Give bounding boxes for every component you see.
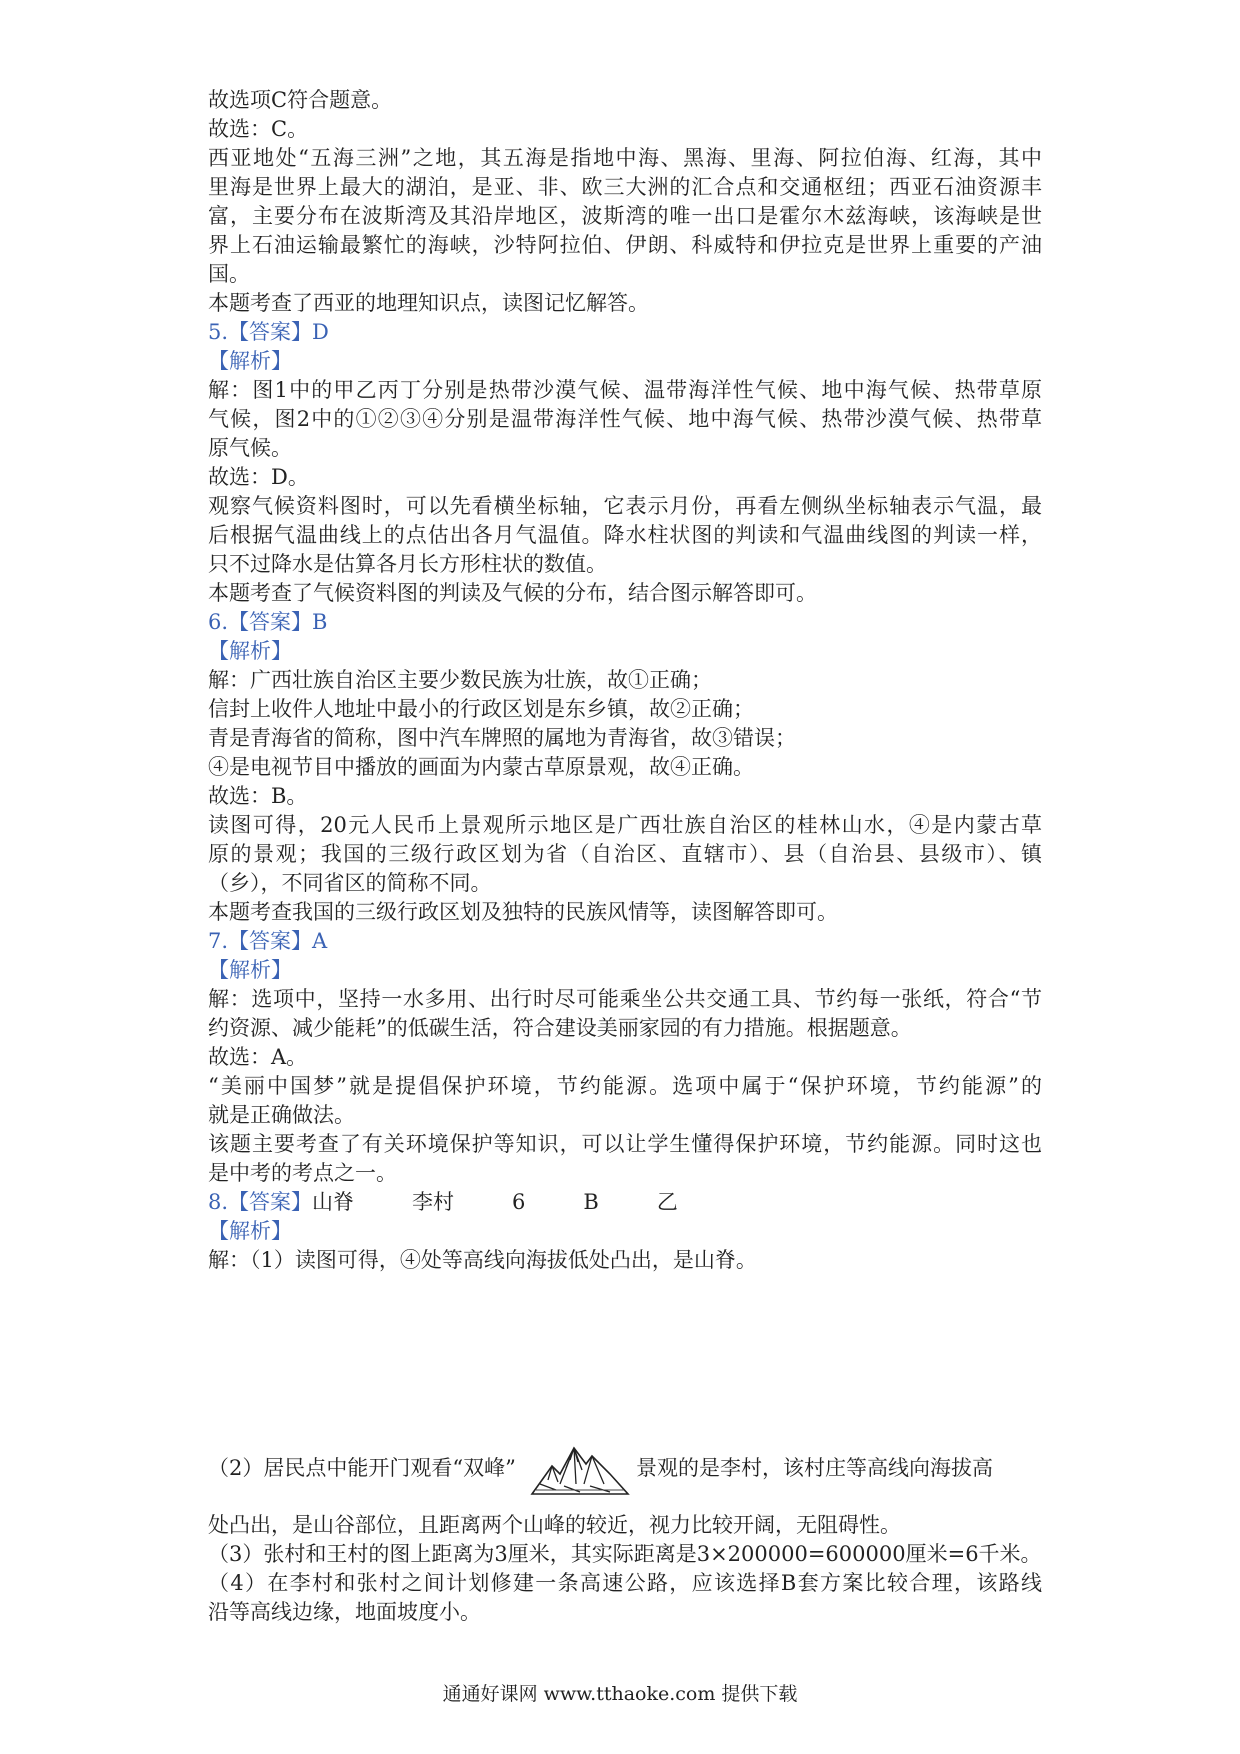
text-line: 约资源、减少能耗”的低碳生活，符合建设美丽家园的有力措施。根据题意。 bbox=[208, 1016, 912, 1040]
answer-item: 山脊 bbox=[312, 1190, 355, 1214]
text-line: 国。 bbox=[208, 262, 250, 286]
text-line: （乡），不同省区的简称不同。 bbox=[208, 871, 492, 895]
answer-heading-q5: 5.【答案】D bbox=[208, 320, 329, 344]
text-line: 解：选项中，坚持一水多用、出行时尽可能乘坐公共交通工具、节约每一张纸，符合“节 bbox=[208, 987, 1042, 1011]
text-line: 界上石油运输最繁忙的海峡，沙特阿拉伯、伊朗、科威特和伊拉克是世界上重要的产油 bbox=[208, 233, 1042, 257]
text-line: 故选：D。 bbox=[208, 465, 309, 489]
text-line: 解：广西壮族自治区主要少数民族为壮族，故①正确； bbox=[208, 668, 712, 692]
text-line: 是中考的考点之一。 bbox=[208, 1161, 397, 1185]
text-line: 观察气候资料图时，可以先看横坐标轴，它表示月份，再看左侧纵坐标轴表示气温，最 bbox=[208, 494, 1042, 518]
text-line: “美丽中国梦”就是提倡保护环境，节约能源。选项中属于“保护环境，节约能源”的 bbox=[208, 1074, 1042, 1098]
text-fragment: （2）居民点中能开门观看“双峰” bbox=[208, 1456, 516, 1480]
text-line: 故选项C符合题意。 bbox=[208, 88, 393, 112]
text-line: 信封上收件人地址中最小的行政区划是东乡镇，故②正确； bbox=[208, 697, 754, 721]
answer-heading-q7: 7.【答案】A bbox=[208, 929, 328, 953]
twin-peaks-mountain-icon bbox=[530, 1440, 630, 1500]
answer-item: 乙 bbox=[656, 1190, 678, 1214]
text-line: 沿等高线边缘，地面坡度小。 bbox=[208, 1600, 481, 1624]
answer-item: 6 bbox=[512, 1190, 526, 1214]
text-line: 西亚地处“五海三洲”之地，其五海是指地中海、黑海、里海、阿拉伯海、红海，其中 bbox=[208, 146, 1042, 170]
answer-row-q8 bbox=[208, 1186, 678, 1218]
text-line: 气候，图2中的①②③④分别是温带海洋性气候、地中海气候、热带沙漠气候、热带草 bbox=[208, 407, 1042, 431]
text-line: 本题考查了西亚的地理知识点，读图记忆解答。 bbox=[208, 291, 649, 315]
text-line: 原的景观；我国的三级行政区划为省（自治区、直辖市）、县（自治县、县级市）、镇 bbox=[208, 842, 1042, 866]
page-footer: 通通好课网 www.tthaoke.com 提供下载 bbox=[442, 1683, 798, 1705]
text-line: 读图可得，20元人民币上景观所示地区是广西壮族自治区的桂林山水，④是内蒙古草 bbox=[208, 813, 1042, 837]
text-line: 故选：A。 bbox=[208, 1045, 308, 1069]
text-line: 里海是世界上最大的湖泊，是亚、非、欧三大洲的汇合点和交通枢纽；西亚石油资源丰 bbox=[208, 175, 1042, 199]
answer-heading-q6: 6.【答案】B bbox=[208, 610, 328, 634]
text-line: 该题主要考查了有关环境保护等知识，可以让学生懂得保护环境，节约能源。同时这也 bbox=[208, 1132, 1042, 1156]
text-line: 就是正确做法。 bbox=[208, 1103, 355, 1127]
text-line: 本题考查了气候资料图的判读及气候的分布，结合图示解答即可。 bbox=[208, 581, 817, 605]
text-line: 处凸出，是山谷部位，且距离两个山峰的较近，视力比较开阔，无阻碍性。 bbox=[208, 1513, 901, 1537]
text-fragment: 景观的是李村，该村庄等高线向海拔高 bbox=[636, 1456, 993, 1480]
analysis-heading-q7: 【解析】 bbox=[208, 958, 292, 982]
text-line: 解：图1中的甲乙丙丁分别是热带沙漠气候、温带海洋性气候、地中海气候、热带草原 bbox=[208, 378, 1042, 402]
text-line: （4）在李村和张村之间计划修建一条高速公路，应该选择B套方案比较合理，该路线 bbox=[208, 1571, 1042, 1595]
text-line: 后根据气温曲线上的点估出各月气温值。降水柱状图的判读和气温曲线图的判读一样， bbox=[208, 523, 1042, 547]
answer-item: 李村 bbox=[412, 1190, 455, 1214]
text-line: （3）张村和王村的图上距离为3厘米，其实际距离是3×200000=600000厘米=6千米。 bbox=[208, 1542, 1042, 1566]
text-line: ④是电视节目中播放的画面为内蒙古草原景观，故④正确。 bbox=[208, 755, 754, 779]
text-line: 青是青海省的简称，图中汽车牌照的属地为青海省，故③错误； bbox=[208, 726, 796, 750]
analysis-heading-q6: 【解析】 bbox=[208, 639, 292, 663]
text-line: 本题考查我国的三级行政区划及独特的民族风情等，读图解答即可。 bbox=[208, 900, 838, 924]
text-line: 富，主要分布在波斯湾及其沿岸地区，波斯湾的唯一出口是霍尔木兹海峡，该海峡是世 bbox=[208, 204, 1042, 228]
text-line: 原气候。 bbox=[208, 436, 292, 460]
analysis-heading-q8: 【解析】 bbox=[208, 1219, 292, 1243]
answer-item: B bbox=[583, 1190, 599, 1214]
text-line bbox=[636, 1452, 993, 1484]
text-line: 只不过降水是估算各月长方形柱状的数值。 bbox=[208, 552, 607, 576]
text-line: 解：（1）读图可得，④处等高线向海拔低处凸出，是山脊。 bbox=[208, 1248, 757, 1272]
text-line: 故选：B。 bbox=[208, 784, 308, 808]
answer-heading-q8: 8.【答案】 bbox=[208, 1190, 313, 1214]
analysis-heading-q5: 【解析】 bbox=[208, 349, 292, 373]
text-line: 故选：C。 bbox=[208, 117, 309, 141]
